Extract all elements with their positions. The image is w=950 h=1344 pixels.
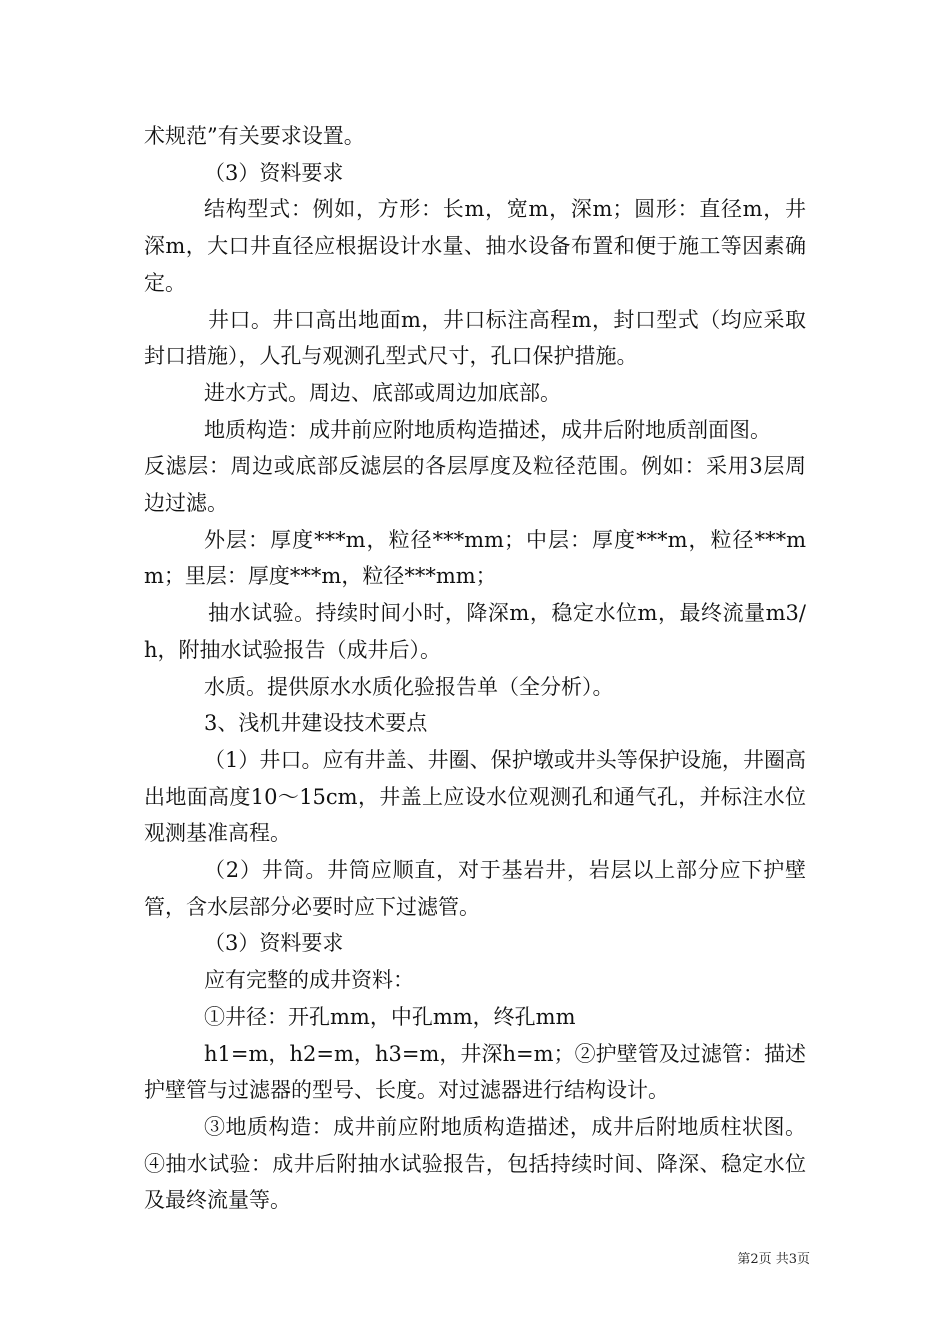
paragraph: 抽水试验。持续时间小时，降深m，稳定水位m，最终流量m3/h，附抽水试验报告（成井后）。 <box>144 601 806 662</box>
page-number-footer: 第2页 共3页 <box>737 1252 810 1267</box>
paragraph: 术规范”有关要求设置。 <box>144 124 365 148</box>
section-heading: （3）资料要求 <box>204 160 344 185</box>
paragraph: 水质。提供原水水质化验报告单（全分析）。 <box>204 674 614 699</box>
paragraph: （2）井筒。井筒应顺直，对于基岩井，岩层以上部分应下护壁管，含水层部分必要时应下过滤管。 <box>144 858 806 919</box>
paragraph: 应有完整的成井资料： <box>204 968 414 993</box>
paragraph: 反滤层：周边或底部反滤层的各层厚度及粒径范围。例如：采用3层周边过滤。 <box>144 454 806 516</box>
paragraph: ①井径：开孔mm，中孔mm，终孔mm <box>204 1004 576 1029</box>
paragraph: 进水方式。周边、底部或周边加底部。 <box>204 380 561 405</box>
document-body <box>144 118 806 1219</box>
section-heading: 3、浅机井建设技术要点 <box>204 711 428 736</box>
paragraph: （1）井口。应有井盖、井圈、保护墩或井头等保护设施，井圈高出地面高度10～15cm，井盖上应设水位观测孔和通气孔，并标注水位观测基准高程。 <box>144 747 806 846</box>
paragraph: 井口。井口高出地面m，井口标注高程m，封口型式（均应采取封口措施），人孔与观测孔型式尺寸，孔口保护措施。 <box>144 307 806 369</box>
paragraph: 外层：厚度***m，粒径***mm；中层：厚度***m，粒径***mm；里层：厚度***m，粒径***mm； <box>144 527 806 589</box>
paragraph: 结构型式：例如，方形：长m，宽m，深m；圆形：直径m，井深m，大口井直径应根据设计水量、抽水设备布置和便于施工等因素确定。 <box>144 197 806 295</box>
paragraph: ③地质构造：成井前应附地质构造描述，成井后附地质柱状图。④抽水试验：成井后附抽水试验报告，包括持续时间、降深、稳定水位及最终流量等。 <box>144 1114 806 1213</box>
paragraph: h1=m，h2=m，h3=m，井深h=m；②护壁管及过滤管：描述护壁管与过滤器的型号、长度。对过滤器进行结构设计。 <box>144 1041 806 1103</box>
section-heading: （3）资料要求 <box>204 931 344 956</box>
paragraph: 地质构造：成井前应附地质构造描述，成井后附地质剖面图。 <box>204 417 771 442</box>
